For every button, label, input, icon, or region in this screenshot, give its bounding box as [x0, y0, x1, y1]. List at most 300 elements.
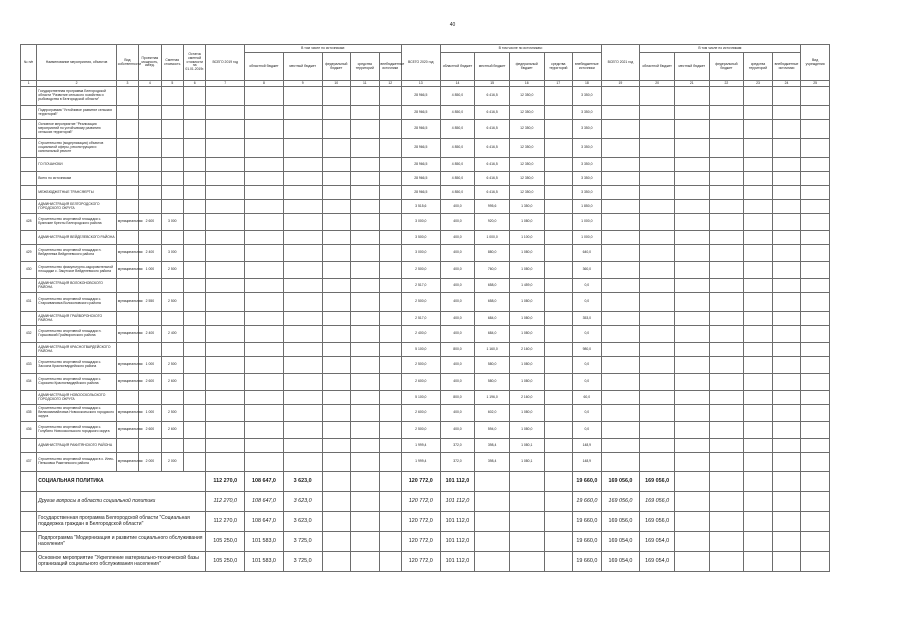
table-cell: 1 080,0 — [509, 245, 544, 262]
table-cell — [544, 357, 573, 374]
table-cell — [183, 245, 205, 262]
table-cell — [744, 532, 773, 552]
table-cell — [801, 87, 830, 106]
table-cell — [183, 293, 205, 312]
table-cell — [709, 374, 744, 391]
table-cell: 105 250,0 — [206, 552, 245, 572]
table-cell — [283, 279, 322, 293]
table-cell: 432 — [21, 326, 37, 343]
table-cell — [351, 374, 380, 391]
table-cell — [601, 357, 640, 374]
table-row — [21, 391, 830, 405]
table-cell — [601, 139, 640, 158]
table-cell — [709, 200, 744, 214]
table-cell: 1 080,0 — [509, 262, 544, 279]
table-cell — [379, 139, 401, 158]
table-cell — [801, 343, 830, 357]
table-cell — [245, 245, 284, 262]
table-cell — [245, 87, 284, 106]
table-cell — [206, 439, 245, 453]
table-cell: 1 000,0 — [573, 231, 602, 245]
table-cell: 12 — [379, 81, 401, 87]
table-cell: 169 056,0 — [601, 472, 640, 492]
table-cell — [139, 106, 161, 120]
header-cost: Сметная стоимость — [161, 45, 183, 81]
table-cell — [801, 245, 830, 262]
table-cell: 400,0 — [440, 214, 475, 231]
table-cell: 28 966,5 — [401, 139, 440, 158]
table-cell — [161, 391, 183, 405]
table-cell: 400,0 — [440, 312, 475, 326]
header-total-2021: ВСЕГО 2021 год — [601, 45, 640, 81]
table-cell: 105 250,0 — [206, 532, 245, 552]
table-cell — [640, 262, 675, 279]
table-cell: 1 459,0 — [509, 279, 544, 293]
table-cell — [640, 439, 675, 453]
table-cell — [475, 512, 510, 532]
table-cell — [640, 422, 675, 439]
table-cell: 398,4 — [475, 439, 510, 453]
table-row — [21, 200, 830, 214]
table-cell: 14 — [440, 81, 475, 87]
table-cell — [801, 453, 830, 472]
header-src: средства территорий — [544, 53, 573, 81]
table-cell — [322, 472, 351, 492]
table-cell — [139, 186, 161, 200]
table-cell: Всего по источникам — [37, 172, 116, 186]
table-cell — [322, 139, 351, 158]
table-cell — [674, 293, 709, 312]
table-cell: 169 054,0 — [640, 532, 675, 552]
table-cell: Государственная программа Белгородской области "Развитие сельского хозяйства и рыбоводства в Белгородской области" — [37, 87, 116, 106]
table-cell: 28 966,5 — [401, 87, 440, 106]
table-cell: 4 850,0 — [440, 87, 475, 106]
table-cell: 20 — [640, 81, 675, 87]
table-cell — [351, 139, 380, 158]
table-cell: 169 056,0 — [640, 512, 675, 532]
table-cell — [139, 439, 161, 453]
table-cell — [601, 231, 640, 245]
table-cell — [801, 262, 830, 279]
table-cell — [245, 158, 284, 172]
table-cell — [379, 374, 401, 391]
table-cell: 1 080,0 — [509, 293, 544, 312]
table-cell — [601, 200, 640, 214]
table-cell — [640, 293, 675, 312]
table-cell: 2 160,0 — [509, 343, 544, 357]
table-cell — [772, 312, 801, 326]
header-type: Вид собственности — [116, 45, 138, 81]
table-cell: 112 270,0 — [206, 492, 245, 512]
header-src: федеральный бюджет — [322, 53, 351, 81]
table-cell — [709, 214, 744, 231]
table-cell — [674, 106, 709, 120]
table-cell: 19 660,0 — [573, 472, 602, 492]
table-cell — [351, 245, 380, 262]
table-cell — [744, 391, 773, 405]
table-cell — [544, 439, 573, 453]
table-cell — [801, 214, 830, 231]
table-cell — [475, 492, 510, 512]
table-cell: 2 600 — [161, 422, 183, 439]
table-cell — [601, 343, 640, 357]
table-cell — [351, 172, 380, 186]
header-src: областной бюджет — [440, 53, 475, 81]
table-cell: 3 350,0 — [573, 120, 602, 139]
table-cell — [283, 245, 322, 262]
table-cell: 1 350,0 — [509, 200, 544, 214]
table-cell — [139, 312, 161, 326]
table-cell: 430 — [21, 262, 37, 279]
table-cell: 148,9 — [573, 453, 602, 472]
table-cell: Подпрограмма "Модернизация и развитие социального обслуживания населения" — [37, 532, 206, 552]
table-cell — [322, 262, 351, 279]
table-cell — [475, 532, 510, 552]
table-cell — [21, 172, 37, 186]
table-cell — [206, 391, 245, 405]
table-cell: 6 416,5 — [475, 120, 510, 139]
table-cell — [21, 552, 37, 572]
table-cell — [206, 139, 245, 158]
table-cell — [544, 374, 573, 391]
table-cell — [772, 139, 801, 158]
table-cell: 120 772,0 — [401, 512, 440, 532]
table-cell — [674, 492, 709, 512]
table-cell — [709, 439, 744, 453]
table-cell: 2 500,0 — [401, 262, 440, 279]
table-cell: 3 515,6 — [401, 200, 440, 214]
table-cell — [744, 422, 773, 439]
table-cell — [283, 172, 322, 186]
table-cell — [283, 312, 322, 326]
table-cell — [772, 343, 801, 357]
table-cell — [601, 120, 640, 139]
table-cell — [116, 139, 138, 158]
table-cell — [283, 139, 322, 158]
table-cell: 1 850,0 — [573, 200, 602, 214]
table-cell: 2 600,0 — [401, 374, 440, 391]
table-cell — [322, 172, 351, 186]
table-cell — [601, 422, 640, 439]
table-cell — [183, 391, 205, 405]
table-cell — [21, 139, 37, 158]
table-cell — [744, 312, 773, 326]
table-cell — [709, 326, 744, 343]
table-cell: 400,0 — [440, 326, 475, 343]
table-cell — [283, 120, 322, 139]
table-cell — [801, 472, 830, 492]
table-cell: 5 100,0 — [401, 391, 440, 405]
table-cell: 1 — [21, 81, 37, 87]
table-cell — [322, 279, 351, 293]
table-cell — [322, 312, 351, 326]
table-cell — [21, 158, 37, 172]
table-cell: 169 054,0 — [601, 552, 640, 572]
table-cell — [772, 262, 801, 279]
budget-table — [20, 44, 830, 572]
table-cell — [772, 293, 801, 312]
header-total-2020: ВСЕГО 2020 год — [401, 45, 440, 81]
table-cell: 431 — [21, 293, 37, 312]
table-cell — [772, 231, 801, 245]
header-incl-2019: В том числе по источникам: — [245, 45, 402, 53]
table-cell: 0,0 — [573, 422, 602, 439]
table-cell: 3 623,0 — [283, 492, 322, 512]
table-cell — [772, 186, 801, 200]
table-cell — [322, 106, 351, 120]
table-cell: 7 — [206, 81, 245, 87]
table-cell — [116, 87, 138, 106]
header-row-1 — [21, 45, 830, 53]
table-cell — [601, 87, 640, 106]
table-cell — [206, 422, 245, 439]
table-cell — [601, 453, 640, 472]
table-cell — [351, 532, 380, 552]
table-cell — [801, 326, 830, 343]
table-cell — [206, 357, 245, 374]
table-cell — [709, 158, 744, 172]
table-cell — [21, 312, 37, 326]
table-cell — [709, 106, 744, 120]
table-cell — [379, 279, 401, 293]
table-cell — [744, 262, 773, 279]
table-cell — [709, 120, 744, 139]
header-total-2019: ВСЕГО 2019 год — [206, 45, 245, 81]
table-cell — [801, 172, 830, 186]
table-cell — [772, 279, 801, 293]
table-cell: муниципальная — [116, 405, 138, 422]
table-cell — [744, 214, 773, 231]
table-cell — [709, 453, 744, 472]
table-cell — [674, 439, 709, 453]
table-cell — [351, 453, 380, 472]
table-cell — [544, 405, 573, 422]
table-cell — [709, 405, 744, 422]
table-cell: 1 000 — [139, 357, 161, 374]
table-cell: 433 — [21, 357, 37, 374]
table-cell — [772, 422, 801, 439]
table-cell — [245, 453, 284, 472]
table-cell: 1 080,0 — [509, 374, 544, 391]
table-cell — [206, 453, 245, 472]
table-cell — [744, 279, 773, 293]
table-cell: 0,0 — [573, 326, 602, 343]
table-cell: 169 056,0 — [601, 492, 640, 512]
table-cell — [283, 200, 322, 214]
table-cell: 400,0 — [440, 200, 475, 214]
table-cell: Строительство спортивной площадки п. Вейделевка Вейделевского района — [37, 245, 116, 262]
table-cell: 4 850,0 — [440, 139, 475, 158]
table-cell: Строительство спортивной площадки п. Горьковский Грайворонского района — [37, 326, 116, 343]
table-cell: 1 196,0 — [475, 391, 510, 405]
table-cell — [245, 422, 284, 439]
table-cell — [509, 472, 544, 492]
table-cell: 1 000,0 — [573, 214, 602, 231]
table-cell — [379, 357, 401, 374]
table-cell — [322, 293, 351, 312]
table-cell — [544, 512, 573, 532]
table-cell: 6 416,5 — [475, 139, 510, 158]
page-number: 40 — [449, 22, 456, 28]
summary-row — [21, 552, 830, 572]
table-cell — [351, 231, 380, 245]
table-cell — [161, 87, 183, 106]
table-row — [21, 343, 830, 357]
table-cell: 1 080,1 — [509, 453, 544, 472]
table-cell: 3 000,0 — [401, 214, 440, 231]
table-cell: 3 350,0 — [573, 139, 602, 158]
table-cell: 760,0 — [475, 262, 510, 279]
table-cell: 2 600 — [161, 374, 183, 391]
table-cell: 15 — [475, 81, 510, 87]
table-cell — [245, 200, 284, 214]
table-cell: 0,0 — [573, 293, 602, 312]
table-cell — [709, 87, 744, 106]
table-cell — [544, 492, 573, 512]
table-cell: 19 — [601, 81, 640, 87]
table-cell: Строительство спортивной площадки в с. Илек-Пеньковка Ракитянского района — [37, 453, 116, 472]
table-cell — [772, 532, 801, 552]
table-cell — [772, 172, 801, 186]
table-cell: 880,0 — [475, 245, 510, 262]
table-cell: 400,0 — [440, 405, 475, 422]
table-cell: 6 416,5 — [475, 172, 510, 186]
header-num: № п/п — [21, 45, 37, 81]
table-cell: МЕЖБЮДЖЕТНЫЕ ТРАНСФЕРТЫ — [37, 186, 116, 200]
table-cell: 1 080,0 — [509, 214, 544, 231]
table-cell — [640, 326, 675, 343]
table-cell — [475, 552, 510, 572]
table-cell: 684,0 — [475, 326, 510, 343]
table-cell: 1 000,0 — [475, 231, 510, 245]
table-cell — [544, 106, 573, 120]
table-cell: 400,0 — [440, 422, 475, 439]
table-cell — [744, 512, 773, 532]
table-cell: муниципальная — [116, 245, 138, 262]
table-cell — [674, 357, 709, 374]
table-cell: Строительство спортивной площадки с. Голубино Новооскольского городского округа — [37, 422, 116, 439]
table-cell: Строительство спортивной площадки с. Брянские Кресты Белгородского района — [37, 214, 116, 231]
table-cell — [744, 106, 773, 120]
table-cell — [351, 552, 380, 572]
table-cell — [744, 492, 773, 512]
table-cell — [206, 200, 245, 214]
table-cell — [183, 312, 205, 326]
table-cell: 1 080,1 — [509, 439, 544, 453]
table-cell — [283, 262, 322, 279]
table-cell — [183, 343, 205, 357]
table-cell — [674, 374, 709, 391]
table-cell: 101 112,0 — [440, 512, 475, 532]
table-cell — [21, 472, 37, 492]
table-cell — [801, 312, 830, 326]
table-cell: 920,0 — [475, 214, 510, 231]
table-cell — [139, 343, 161, 357]
table-cell — [21, 231, 37, 245]
table-cell: Строительство (модернизация) объектов социальной сферы, реконструкция и капитальный ремонт — [37, 139, 116, 158]
table-row — [21, 374, 830, 391]
header-src: средства территорий — [351, 53, 380, 81]
table-cell: 980,0 — [573, 343, 602, 357]
table-cell: 6 416,5 — [475, 106, 510, 120]
table-cell — [245, 343, 284, 357]
table-cell: 1 000 — [139, 405, 161, 422]
header-src: местный бюджет — [475, 53, 510, 81]
table-cell — [544, 343, 573, 357]
table-cell: 3 350,0 — [573, 186, 602, 200]
table-cell — [640, 214, 675, 231]
table-cell: 0,0 — [573, 374, 602, 391]
table-cell — [640, 374, 675, 391]
table-cell — [116, 158, 138, 172]
table-cell: 101 112,0 — [440, 552, 475, 572]
table-row — [21, 120, 830, 139]
table-cell: 4 850,0 — [440, 158, 475, 172]
table-cell — [772, 106, 801, 120]
table-cell: муниципальная — [116, 374, 138, 391]
table-cell — [379, 391, 401, 405]
table-cell — [640, 139, 675, 158]
table-cell — [139, 158, 161, 172]
table-cell — [283, 186, 322, 200]
table-cell — [744, 172, 773, 186]
table-cell: 3 350,0 — [573, 172, 602, 186]
table-cell — [21, 391, 37, 405]
table-cell: 1 080,0 — [509, 405, 544, 422]
table-cell: муниципальная — [116, 293, 138, 312]
table-cell — [183, 186, 205, 200]
table-cell: 602,0 — [475, 405, 510, 422]
table-cell — [379, 512, 401, 532]
table-cell — [640, 120, 675, 139]
table-cell — [351, 422, 380, 439]
table-cell — [206, 293, 245, 312]
table-cell: 2 500,0 — [401, 357, 440, 374]
table-cell: 28 966,5 — [401, 186, 440, 200]
table-row — [21, 87, 830, 106]
table-cell: 28 966,5 — [401, 120, 440, 139]
table-cell — [709, 552, 744, 572]
table-cell: АДМИНИСТРАЦИЯ ВОЛОКОНОВСКОГО РАЙОНА — [37, 279, 116, 293]
table-cell: 3 500,0 — [401, 231, 440, 245]
table-row — [21, 231, 830, 245]
table-cell: 11 — [351, 81, 380, 87]
table-cell — [161, 139, 183, 158]
table-cell — [245, 279, 284, 293]
table-cell — [801, 279, 830, 293]
table-cell — [640, 312, 675, 326]
table-cell — [116, 343, 138, 357]
table-cell: 3 — [116, 81, 138, 87]
table-cell: 3 350,0 — [573, 106, 602, 120]
table-cell: 1 999,4 — [401, 453, 440, 472]
table-cell — [322, 158, 351, 172]
table-cell: Строительство физкультурно-оздоровительной площадки с. Закутское Вейделевского района — [37, 262, 116, 279]
table-cell — [544, 231, 573, 245]
table-cell — [601, 279, 640, 293]
table-cell — [206, 262, 245, 279]
table-cell — [801, 492, 830, 512]
header-src: областной бюджет — [640, 53, 675, 81]
table-cell — [709, 422, 744, 439]
table-cell — [161, 120, 183, 139]
table-cell: 0,0 — [573, 357, 602, 374]
table-cell: 12 350,0 — [509, 120, 544, 139]
table-cell: 400,0 — [440, 245, 475, 262]
table-row — [21, 422, 830, 439]
table-cell — [322, 186, 351, 200]
table-cell — [801, 374, 830, 391]
